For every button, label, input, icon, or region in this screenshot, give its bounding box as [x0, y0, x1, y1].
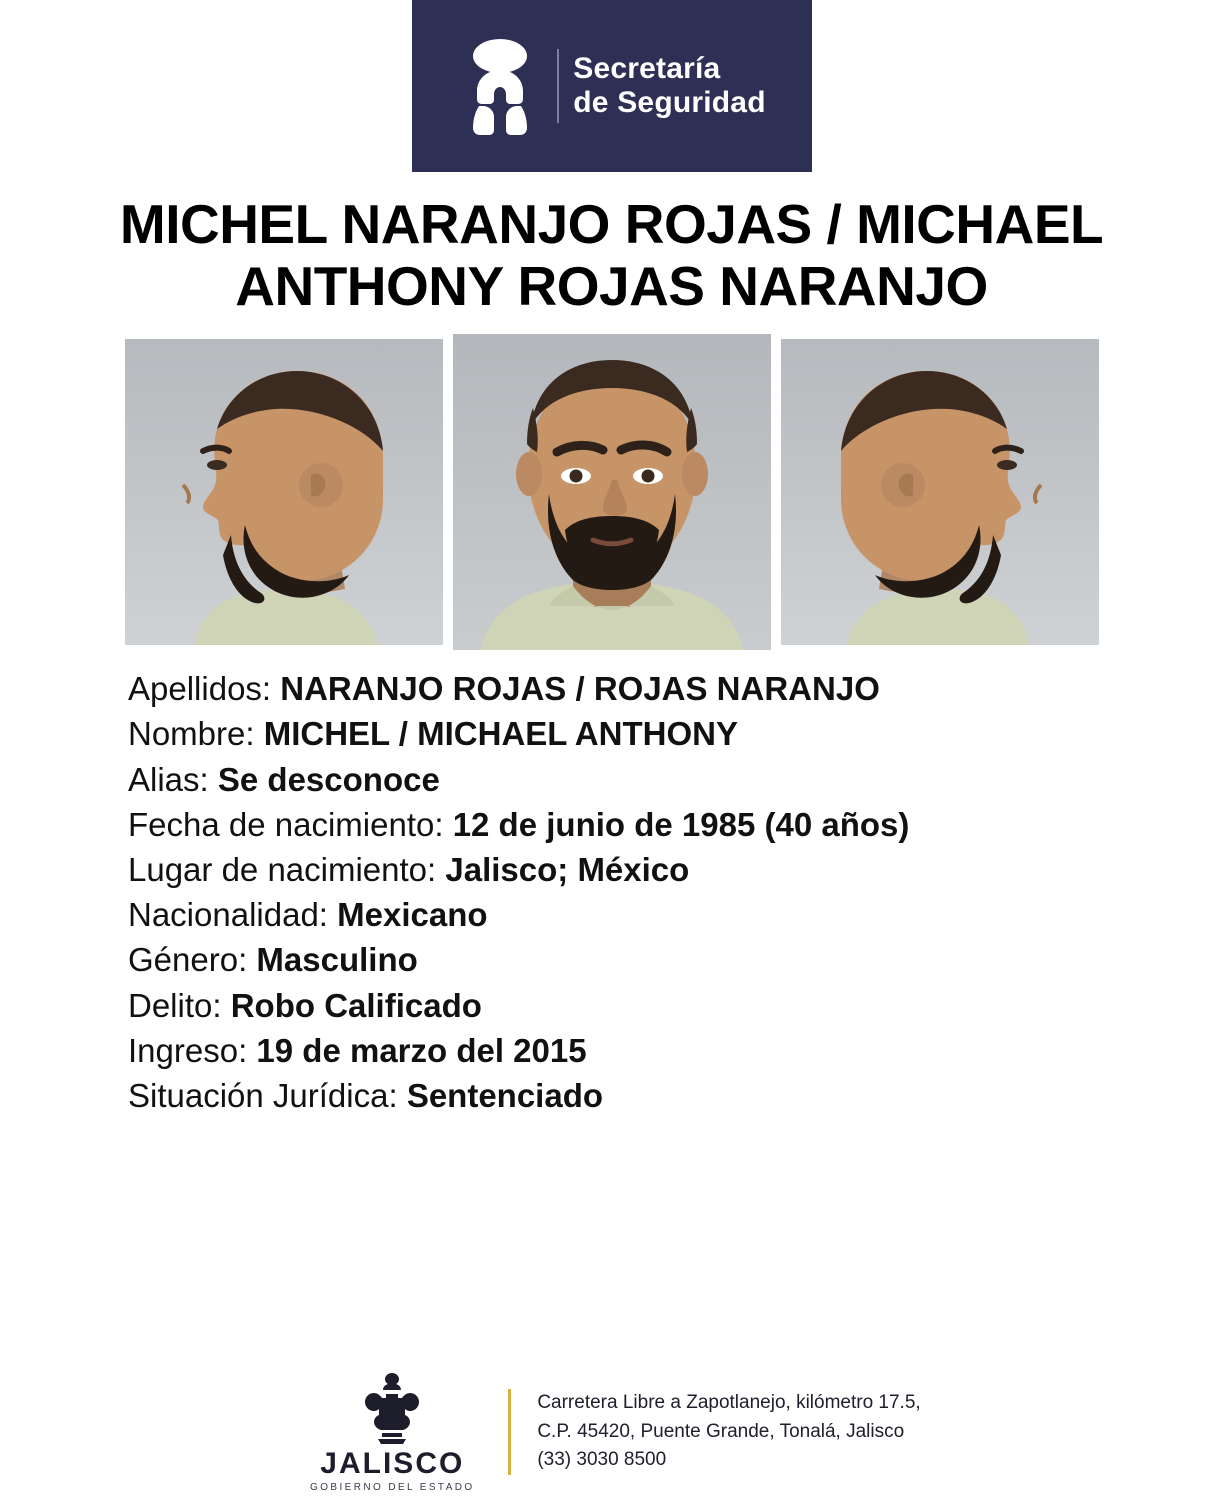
jalisco-subtitle: GOBIERNO DEL ESTADO: [310, 1482, 475, 1493]
address-line-2: C.P. 45420, Puente Grande, Tonalá, Jalisco: [537, 1420, 905, 1442]
field-alias: [128, 757, 1095, 802]
field-fecha-nacimiento: [128, 802, 1095, 847]
field-genero: [128, 937, 1095, 982]
detainee-details: [0, 666, 1223, 1118]
field-nombre-value: MICHEL / MICHAEL ANTHONY: [263, 715, 738, 753]
organization-name: [573, 52, 765, 119]
secretaria-seguridad-emblem-icon: [457, 34, 543, 138]
mugshot-front: [453, 334, 771, 650]
field-lugar-nacimiento: [128, 847, 1095, 892]
field-genero-value: Masculino: [256, 941, 418, 979]
field-apellidos-label: Apellidos:: [128, 670, 272, 708]
field-fecha-nacimiento-value: 12 de junio de 1985 (40 años): [452, 805, 910, 843]
footer: [0, 1371, 1223, 1493]
field-alias-label: Alias:: [128, 760, 209, 798]
header: [0, 0, 1223, 172]
field-situacion-juridica-label: Situación Jurídica:: [128, 1077, 398, 1115]
field-fecha-nacimiento-label: Fecha de nacimiento:: [128, 805, 444, 843]
field-nacionalidad-value: Mexicano: [337, 896, 488, 934]
field-alias-value: Se desconoce: [217, 760, 440, 798]
field-nacionalidad: [128, 892, 1095, 937]
field-apellidos: [128, 666, 1095, 711]
field-delito-label: Delito:: [128, 986, 222, 1024]
field-ingreso-value: 19 de marzo del 2015: [256, 1031, 587, 1069]
field-apellidos-value: NARANJO ROJAS / ROJAS NARANJO: [280, 670, 880, 708]
field-genero-label: Género:: [128, 941, 248, 979]
field-nombre: [128, 711, 1095, 756]
field-delito-value: Robo Calificado: [230, 986, 482, 1024]
field-lugar-nacimiento-value: Jalisco; México: [445, 851, 690, 888]
field-situacion-juridica: [128, 1073, 1095, 1118]
secretaria-seguridad-logo-box: [412, 0, 812, 172]
organization-name-line2: de Seguridad: [573, 86, 766, 119]
field-delito: [128, 983, 1095, 1028]
field-lugar-nacimiento-label: Lugar de nacimiento:: [128, 851, 437, 888]
page-title: MICHEL NARANJO ROJAS / MICHAEL ANTHONY ROJAS NARANJO: [119, 193, 1104, 317]
field-nombre-label: Nombre:: [128, 715, 255, 753]
organization-name-line1: Secretaría: [573, 52, 721, 86]
jalisco-coat-of-arms-icon: [358, 1371, 426, 1445]
contact-address: [537, 1389, 920, 1475]
mugshot-right-profile: [781, 339, 1099, 645]
footer-divider: [508, 1389, 511, 1475]
field-ingreso: [128, 1028, 1095, 1073]
address-line-1: Carretera Libre a Zapotlanejo, kilómetro 17.5,: [537, 1392, 921, 1414]
mugshot-gallery: [0, 339, 1223, 650]
jalisco-government-logo: [302, 1371, 482, 1493]
field-situacion-juridica-value: Sentenciado: [406, 1077, 604, 1115]
logo-divider: [557, 49, 559, 123]
field-ingreso-label: Ingreso:: [128, 1031, 248, 1069]
mugshot-left-profile: [125, 339, 443, 645]
jalisco-wordmark: JALISCO: [320, 1447, 465, 1480]
field-nacionalidad-label: Nacionalidad:: [128, 896, 328, 934]
contact-phone: (33) 3030 8500: [537, 1449, 667, 1471]
